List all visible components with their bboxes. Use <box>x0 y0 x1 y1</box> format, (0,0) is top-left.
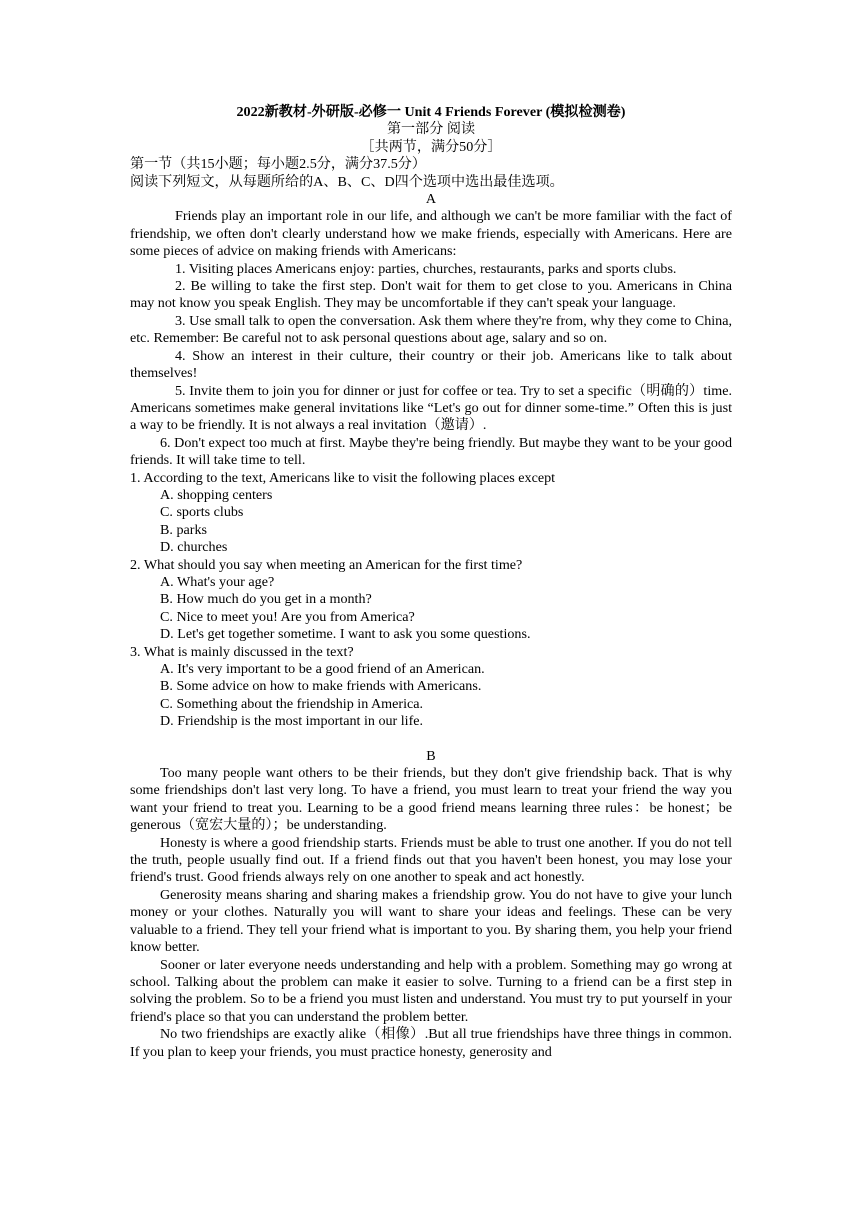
question-option: D. Let's get together sometime. I want to ask you some questions. <box>160 626 531 643</box>
question-3 <box>130 644 732 731</box>
passage-a-paragraph: 6. Don't expect too much at first. Maybe they're being friendly. But maybe they want to be your good friends. It will take time to tell. <box>130 434 732 469</box>
spacer <box>130 731 732 748</box>
question-option: B. How much do you get in a month? <box>160 591 372 608</box>
passage-a-paragraph: 1. Visiting places Americans enjoy: parties, churches, restaurants, parks and sports clubs. <box>175 260 677 277</box>
passage-a-paragraph: 2. Be willing to take the first step. Don't wait for them to get close to you. Americans in China may not know you speak English. They may be uncomfortable if they can't speak your language. <box>130 278 732 312</box>
question-option: C. sports clubs <box>160 504 244 521</box>
passage-a-label: A <box>425 191 437 208</box>
question-option: B. Some advice on how to make friends with Americans. <box>160 678 482 695</box>
passage-a-paragraph: 4. Show an interest in their culture, their country or their job. Americans like to talk about themselves! <box>130 347 732 382</box>
passage-b-paragraph: Honesty is where a good friendship starts. Friends must be able to trust one another. If you do not tell the truth, people usually find out. If a friend finds out that you haven't been honest, you may lose your friend's trust. Good friends always rely on one another to speak and act honestly. <box>130 834 732 886</box>
passage-b-paragraph: Sooner or later everyone needs understanding and help with a problem. Something may go wrong at school. Talking about the problem can make it easier to solve. Turning to a friend can be a first step in solving the problem. So to be a friend you must listen and understand. You must try to put yourself in your friend's place so that you can understand the problem better. <box>130 956 732 1025</box>
question-2 <box>130 557 732 644</box>
passage-b-label: B <box>426 747 436 764</box>
question-option: B. parks <box>160 521 207 538</box>
question-option: A. It's very important to be a good friend of an American. <box>160 661 485 677</box>
passage-a-paragraph: 5. Invite them to join you for dinner or just for coffee or tea. Try to set a specific（明确的）time. Americans sometimes make general invitations like “Let's go out for dinner some-time.” Often this is just a way to be friendly. It is not always a real invitation（邀请）. <box>130 382 732 434</box>
question-option: C. Something about the friendship in America. <box>160 695 424 712</box>
question-option: D. Friendship is the most important in our life. <box>160 713 424 730</box>
passage-b-paragraph: Too many people want others to be their friends, but they don't give friendship back. That is why some friendships don't last very long. To have a friend, you must learn to treat your friend the way you want your friend to treat you. Learning to be a good friend means learning three rules：be honest；be generous（宽宏大量的）；be understanding. <box>130 765 732 834</box>
passage-a-paragraph: 3. Use small talk to open the conversation. Ask them where they're from, why they come to China, etc. Remember: Be careful not to ask personal questions about age, salary and so on. <box>130 312 732 347</box>
passage-b-paragraph: No two friendships are exactly alike（相像）.But all true friendships have three things in common. If you plan to keep your friends, you must practice honesty, generosity and <box>130 1026 732 1060</box>
question-stem: 1. According to the text, Americans like to visit the following places except <box>130 469 556 486</box>
passage-a-paragraph: Friends play an important role in our life, and although we can't be more familiar with the fact of friendship, we often don't clearly understand how we make friends, especially with Americans. Here are some pieces of advice on making friends with Americans: <box>130 208 732 260</box>
section-heading: 第一节（共15小题；每小题2.5分，满分37.5分） <box>130 156 426 173</box>
question-option: A. shopping centers <box>160 486 273 503</box>
instruction: 阅读下列短文，从每题所给的A、B、C、D四个选项中选出最佳选项。 <box>130 173 564 190</box>
part-score: ［共两节，满分50分］ <box>360 138 502 155</box>
question-option: D. churches <box>160 539 228 556</box>
document-title: 2022新教材-外研版-必修一 Unit 4 Friends Forever (模拟检测卷) <box>236 104 626 120</box>
question-option: C. Nice to meet you! Are you from America? <box>160 608 415 625</box>
question-stem: 2. What should you say when meeting an American for the first time? <box>130 556 523 573</box>
passage-b-paragraph: Generosity means sharing and sharing makes a friendship grow. You do not have to give your lunch money or your clothes. Naturally you will want to share your ideas and feelings. These can be very valuable to a friend. They tell your friend what is important to you. By sharing them, you help your friend know better. <box>130 886 732 956</box>
question-option: A. What's your age? <box>160 573 275 590</box>
question-1 <box>130 470 732 557</box>
part-heading: 第一部分 阅读 <box>386 121 476 138</box>
question-stem: 3. What is mainly discussed in the text? <box>130 643 354 660</box>
